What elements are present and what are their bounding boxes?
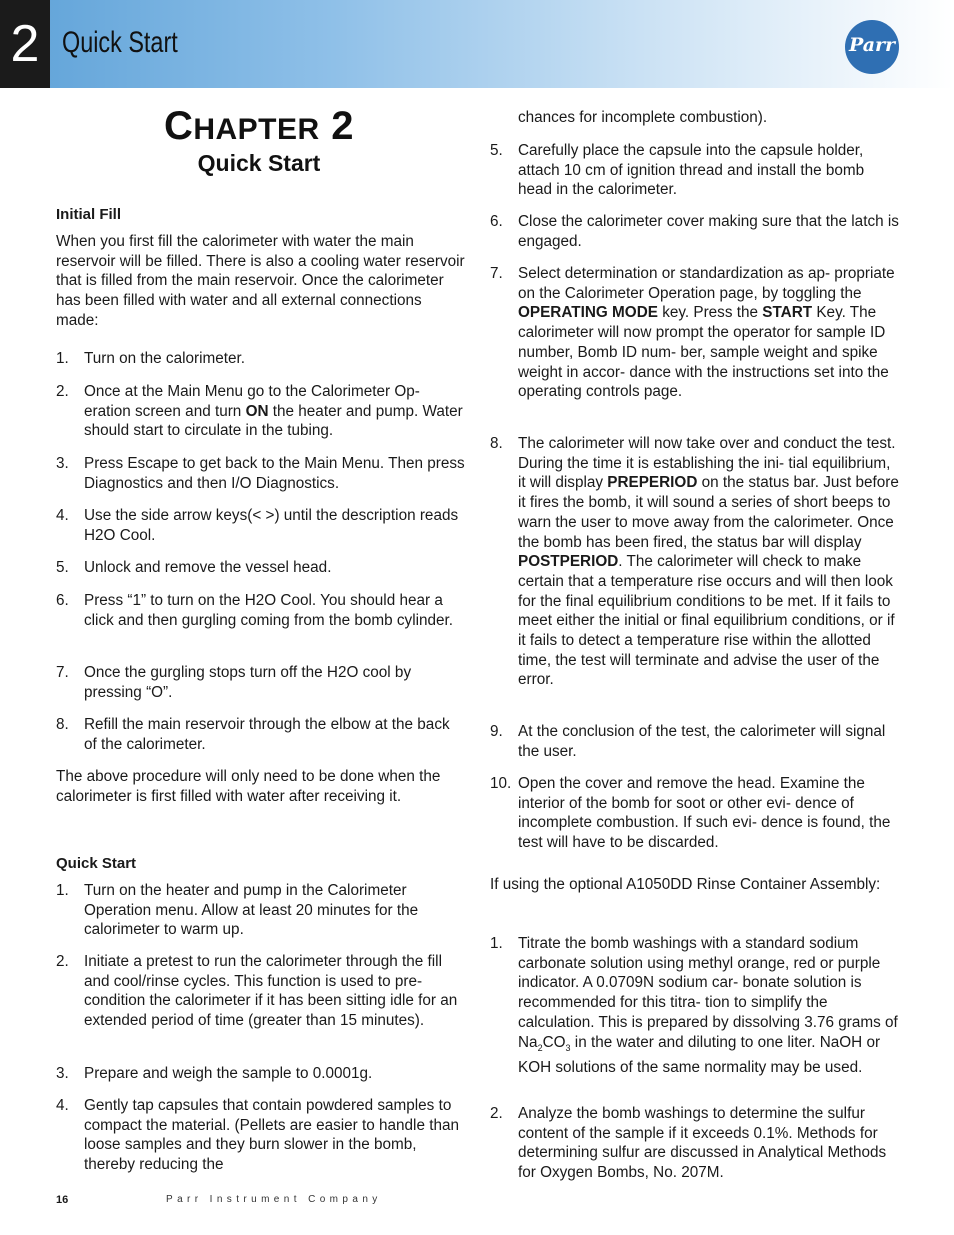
- step-number: 2.: [56, 383, 69, 400]
- rinse-intro: If using the optional A1050DD Rinse Container Assembly:: [490, 876, 881, 893]
- step-text: Once the gurgling stops turn off the H2O cool by pressing “O”.: [84, 664, 412, 701]
- step-text: Refill the main reservoir through the elbow at the back of the calorimeter.: [84, 716, 450, 753]
- initial-fill-intro: When you first fill the calorimeter with water the main reservoir will be filled. There is also a cooling water reservoir that is filled from the main reservoir. Once the calorimeter has been filled with water and all external connections made:: [56, 233, 465, 329]
- step-number: 4.: [56, 507, 69, 524]
- step-number: 10.: [490, 775, 512, 792]
- step-text: Open the cover and remove the head. Examine the interior of the bomb for soot or other evi- dence of incomplete combustion. If such evi- dence is found, the test will have to be discarded.: [518, 775, 891, 852]
- header-title: Quick Start: [62, 26, 178, 59]
- step-text: The calorimeter will now take over and conduct the test. During the time it is establishing the ini- tial equilibrium, it will display PREPERIOD on the status bar. Just before it fires the bomb, it will sound a series of short beeps to warn the user to move away from the calorimeter. Once the bomb has been fired, the status bar will display POSTPERIOD. The calorimeter will check to make certain that a temperature rise occurs and will then look for the final equilibrium conditions to be met. If it fails to meet either the initial or final equilibrium conditions, or if it fails to detect a temperature rise within the allotted time, the test will terminate and advise the user of the error.: [518, 435, 899, 689]
- step-text: Turn on the heater and pump in the Calorimeter Operation menu. Allow at least 20 minutes for the calorimeter to warm up.: [84, 882, 419, 939]
- step-text: Turn on the calorimeter.: [84, 350, 245, 367]
- step-text: Press “1” to turn on the H2O Cool. You should hear a click and then gurgling coming from the bomb cylinder.: [84, 592, 454, 629]
- chapter-title: [0, 104, 518, 149]
- step-number: 3.: [56, 455, 69, 472]
- step-text: Analyze the bomb washings to determine the sulfur content of the sample if it exceeds 0.1%. Methods for determining sulfur are discussed in Analytical Methods for Oxygen Bombs, No. 207M.: [518, 1105, 887, 1182]
- step-number: 6.: [490, 213, 503, 230]
- step-number: 7.: [490, 265, 503, 282]
- step-text: Select determination or standardization as ap- propriate on the Calorimeter Operation page, by toggling the OPERATING MODE key. Press the START Key. The calorimeter will now prompt the operator for sample ID number, Bomb ID num- ber, sample weight and spike weight in accor- dance with the instructions set into the operating controls page.: [518, 265, 895, 401]
- step-text: Use the side arrow keys(< >) until the description reads H2O Cool.: [84, 507, 459, 544]
- step-number: 2.: [490, 1105, 503, 1122]
- chapter-subtitle: Quick Start: [197, 150, 321, 176]
- chapter-title-smallcaps: HAPTER: [193, 113, 320, 146]
- step-number: 1.: [56, 882, 69, 899]
- initial-fill-heading: Initial Fill: [56, 206, 122, 223]
- footer-company: Parr Instrument Company: [166, 1194, 382, 1205]
- step-text: Gently tap capsules that contain powdered samples to compact the material. (Pellets are easier to handle than loose samples and they burn slower in the bomb, thereby reducing the: [84, 1097, 459, 1174]
- step-number: 7.: [56, 664, 69, 681]
- logo-text: Parr: [848, 34, 896, 56]
- step-number: 1.: [490, 935, 503, 952]
- step-number: 4.: [56, 1097, 69, 1114]
- step-text: Prepare and weigh the sample to 0.0001g.: [84, 1065, 373, 1082]
- parr-logo: [845, 20, 899, 74]
- step-number: 8.: [490, 435, 503, 452]
- step-number: 8.: [56, 716, 69, 733]
- step-text: Titrate the bomb washings with a standard sodium carbonate solution using methyl orange, red or purple indicator. A 0.0709N sodium car- bonate solution is recommended for this titra- tion to simplify the calculation. This is prepared by dissolving 3.76 grams of $Na_2CO_3$ in the water and diluting to one liter. NaOH or KOH solutions of the same normality may be used.: [518, 935, 898, 1077]
- step-number: 9.: [490, 723, 503, 740]
- step-number: 5.: [490, 142, 503, 159]
- step-number: 3.: [56, 1065, 69, 1082]
- step-number: 2.: [56, 953, 69, 970]
- step-text: Close the calorimeter cover making sure that the latch is engaged.: [518, 213, 899, 250]
- page-number: 16: [56, 1194, 69, 1206]
- step-text: Unlock and remove the vessel head.: [84, 559, 332, 576]
- initial-fill-outro: The above procedure will only need to be done when the calorimeter is first filled with water after receiving it.: [56, 768, 441, 805]
- step-text: At the conclusion of the test, the calorimeter will signal the user.: [518, 723, 886, 760]
- quick-start-heading: Quick Start: [56, 855, 137, 872]
- quick-start-step-4-continued: chances for incomplete combustion).: [518, 109, 768, 126]
- chapter-title-initial: C: [163, 104, 194, 148]
- chapter-title-number: 2: [331, 104, 355, 148]
- step-text: Press Escape to get back to the Main Menu. Then press Diagnostics and then I/O Diagnostics.: [84, 455, 465, 492]
- step-text: Once at the Main Menu go to the Calorimeter Op- eration screen and turn ON the heater and pump. Water should start to circulate in the tubing.: [84, 383, 463, 440]
- step-number: 1.: [56, 350, 69, 367]
- step-number: 6.: [56, 592, 69, 609]
- chapter-number-tab: 2: [0, 0, 50, 88]
- step-number: 5.: [56, 559, 69, 576]
- step-text: Carefully place the capsule into the capsule holder, attach 10 cm of ignition thread and install the bomb head in the calorimeter.: [518, 142, 865, 199]
- step-text: Initiate a pretest to run the calorimeter through the fill and cool/rinse cycles. This function is used to pre-condition the calorimeter if it has been sitting idle for an extended period of time (greater than 15 minutes).: [84, 953, 458, 1030]
